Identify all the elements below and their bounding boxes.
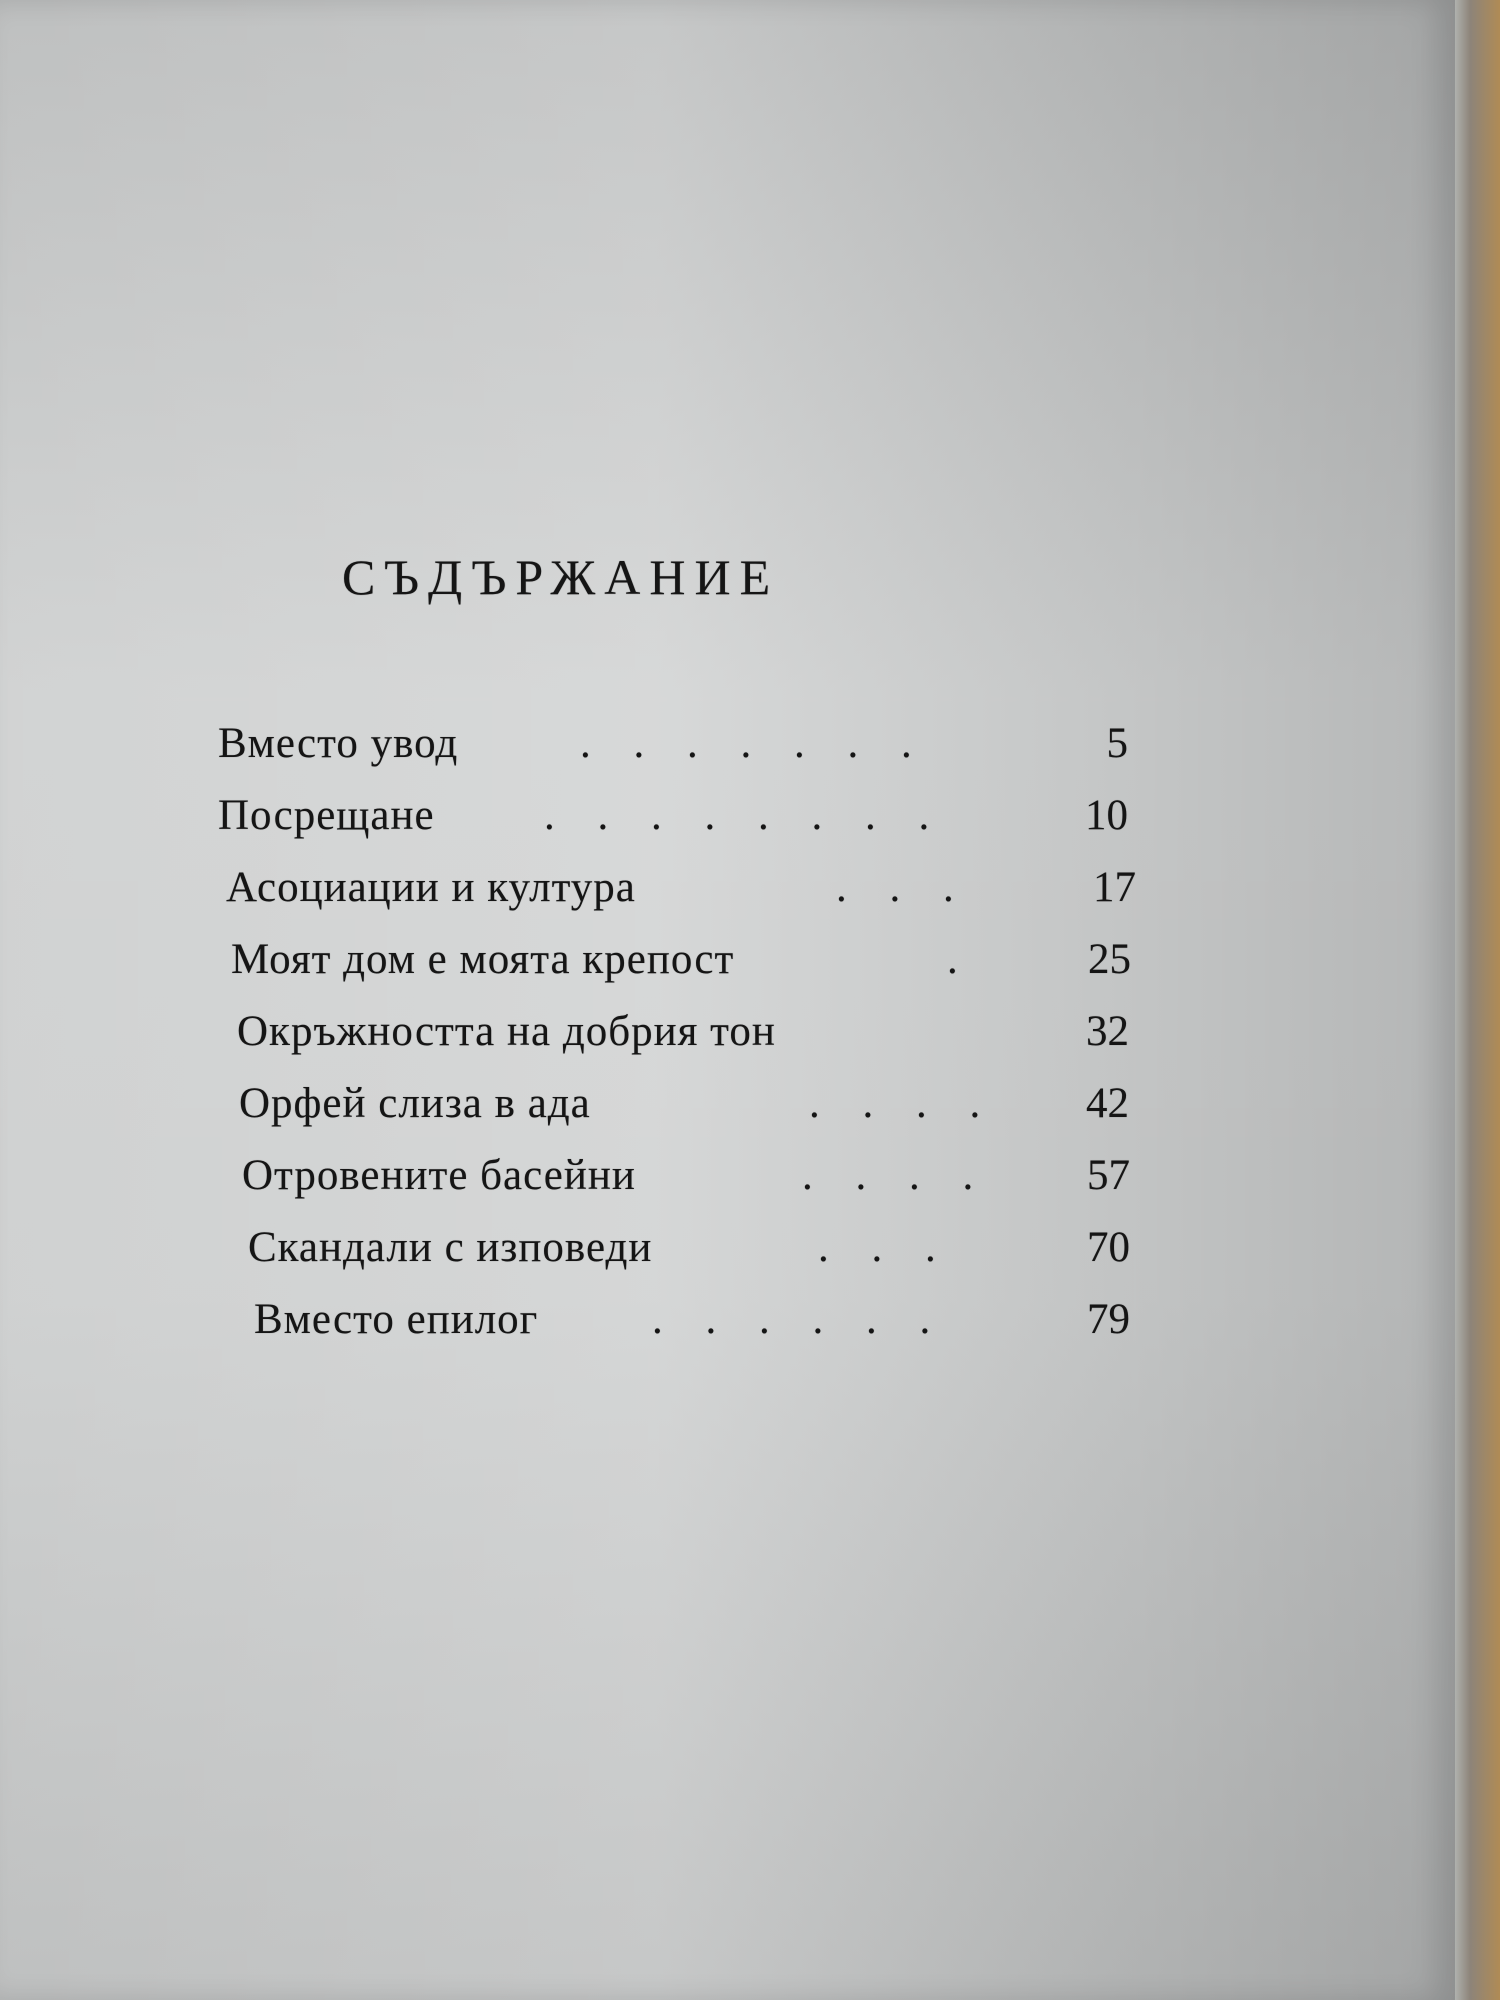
- leader-dots: . . . . . .: [652, 1296, 947, 1343]
- leader-dots: . . .: [836, 864, 970, 911]
- table-of-contents: [214, 542, 1134, 1362]
- contents-entry: [254, 1288, 1134, 1360]
- contents-entry: [226, 856, 1134, 928]
- leader-dots: . . . .: [809, 1080, 997, 1127]
- contents-entry: [242, 1144, 1134, 1216]
- contents-list: [214, 712, 1134, 1352]
- entry-title: Отровените басейни: [242, 1152, 636, 1199]
- entry-title: Асоциации и култура: [226, 864, 636, 911]
- page-number: 32: [1086, 1008, 1129, 1055]
- contents-entry: [237, 1000, 1134, 1072]
- contents-entry: [218, 712, 1134, 784]
- contents-entry: [248, 1216, 1134, 1288]
- leader-dots: . . . . . . .: [580, 720, 928, 767]
- page-number: 42: [1086, 1080, 1129, 1127]
- entry-title: Окръжността на добрия тон: [237, 1008, 776, 1055]
- entry-title: Вместо увод: [218, 720, 459, 767]
- page-title: СЪДЪРЖАНИЕ: [342, 549, 780, 605]
- entry-title: Вместо епилог: [254, 1296, 539, 1343]
- contents-entry: [218, 784, 1134, 856]
- page-number: 17: [1093, 864, 1136, 911]
- entry-title: Орфей слиза в ада: [239, 1080, 591, 1127]
- page-number: 10: [1085, 792, 1128, 839]
- contents-entry: [239, 1072, 1134, 1144]
- entry-title: Моят дом е моята крепост: [231, 936, 735, 983]
- page-number: 25: [1088, 936, 1131, 983]
- leader-dots: .: [947, 936, 974, 983]
- page-number: 79: [1087, 1296, 1130, 1343]
- leader-dots: . . .: [818, 1224, 952, 1271]
- contents-entry: [231, 928, 1134, 1000]
- page-edge: [1455, 0, 1500, 2000]
- entry-title: Посрещане: [218, 792, 435, 839]
- leader-dots: . . . . . . . .: [544, 792, 946, 839]
- page-number: 5: [1106, 720, 1128, 767]
- page-number: 57: [1087, 1152, 1130, 1199]
- page-number: 70: [1087, 1224, 1130, 1271]
- leader-dots: . . . .: [802, 1152, 990, 1199]
- entry-title: Скандали с изповеди: [248, 1224, 653, 1271]
